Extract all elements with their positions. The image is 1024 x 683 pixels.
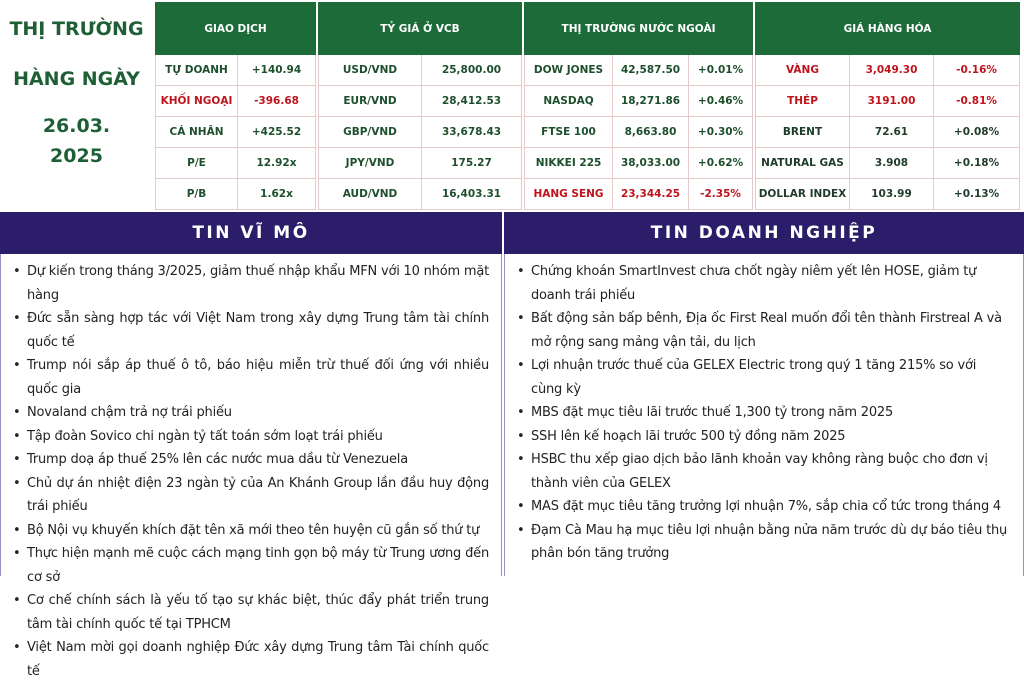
foreign-market-row-value: 18,271.86 [613,86,689,117]
trading-table [155,2,316,210]
exchange-rate-row [319,86,522,117]
trading-row [156,86,316,117]
foreign-market-row [525,179,753,210]
trading-row-value: +140.94 [238,55,316,86]
report-date-line-1: 26.03. [42,115,111,137]
news-item: • Chứng khoán SmartInvest chưa chốt ngày niêm yết lên HOSE, giảm tự doanh trái phiếu [515,260,1011,307]
trading-row-value: +425.52 [238,117,316,148]
commodity-row [756,148,1020,179]
commodity-prices-table [755,2,1020,210]
commodity-row-change: +0.08% [934,117,1020,148]
commodity-row-value: 72.61 [850,117,934,148]
news-item: • SSH lên kế hoạch lãi trước 500 tỷ đồng năm 2025 [515,425,1011,449]
news-item: • Bộ Nội vụ khuyến khích đặt tên xã mới theo tên huyện cũ gắn số thứ tự [11,519,489,543]
news-item: • Novaland chậm trả nợ trái phiếu [11,401,489,425]
commodity-row-name: THÉP [756,86,850,117]
news-item: • Lợi nhuận trước thuế của GELEX Electric trong quý 1 tăng 215% so với cùng kỳ [515,354,1011,401]
foreign-market-row-change: +0.01% [689,55,753,86]
commodity-row-name: DOLLAR INDEX [756,179,850,210]
trading-row [156,179,316,210]
exchange-rate-row-value: 16,403.31 [422,179,522,210]
foreign-market-row-change: +0.30% [689,117,753,148]
news-item: • Dự kiến trong tháng 3/2025, giảm thuế nhập khẩu MFN với 10 nhóm mặt hàng [11,260,489,307]
trading-row-label: TỰ DOANH [156,55,238,86]
macro-news-panel [0,254,502,679]
news-item: • Cơ chế chính sách là yếu tố tạo sự khác biệt, thúc đẩy phát triển trung tâm tài chính quốc tế tại TPHCM [11,589,489,636]
foreign-markets-table [524,2,753,210]
exchange-rate-row-pair: GBP/VND [319,117,422,148]
macro-news-header: TIN VĨ MÔ [0,212,502,254]
commodity-row-value: 3,049.30 [850,55,934,86]
commodity-row [756,117,1020,148]
trading-row-value: 12.92x [238,148,316,179]
news-item: • MAS đặt mục tiêu tăng trưởng lợi nhuận 7%, sắp chia cổ tức trong tháng 4 [515,495,1011,519]
news-item: • Đạm Cà Mau hạ mục tiêu lợi nhuận bằng nửa năm trước dù dự báo tiêu thụ phân bón tăng trưởng [515,519,1011,566]
trading-table-header: GIAO DỊCH [156,3,316,55]
exchange-rate-table-header: TỶ GIÁ Ở VCB [319,3,522,55]
commodity-row [756,179,1020,210]
news-item: • HSBC thu xếp giao dịch bảo lãnh khoản vay không ràng buộc cho đơn vị thành viên của GELEX [515,448,1011,495]
commodity-row-name: VÀNG [756,55,850,86]
foreign-market-row [525,86,753,117]
exchange-rate-row-value: 33,678.43 [422,117,522,148]
news-item: • MBS đặt mục tiêu lãi trước thuế 1,300 tỷ trong năm 2025 [515,401,1011,425]
trading-row-label: KHỐI NGOẠI [156,86,238,117]
foreign-market-row-change: +0.46% [689,86,753,117]
trading-row [156,117,316,148]
commodity-row-name: BRENT [756,117,850,148]
trading-row-label: CÁ NHÂN [156,117,238,148]
foreign-market-row [525,117,753,148]
foreign-market-row-index: NASDAQ [525,86,613,117]
foreign-market-row-index: DOW JONES [525,55,613,86]
commodity-row-change: -0.81% [934,86,1020,117]
commodity-row-change: +0.18% [934,148,1020,179]
exchange-rate-row [319,55,522,86]
foreign-market-row-value: 23,344.25 [613,179,689,210]
news-item: • Đức sẵn sàng hợp tác với Việt Nam trong xây dựng Trung tâm tài chính quốc tế [11,307,489,354]
trading-row-value: -396.68 [238,86,316,117]
trading-row [156,148,316,179]
title-line-2: HÀNG NGÀY [13,68,140,90]
exchange-rate-row-pair: EUR/VND [319,86,422,117]
exchange-rate-row-pair: USD/VND [319,55,422,86]
foreign-market-row-value: 8,663.80 [613,117,689,148]
exchange-rate-table [318,2,522,210]
macro-news-list [1,254,501,683]
trading-row-label: P/E [156,148,238,179]
corporate-news-panel [504,254,1024,576]
corporate-news-list [505,254,1023,566]
foreign-market-row-index: HANG SENG [525,179,613,210]
foreign-market-row-value: 38,033.00 [613,148,689,179]
commodity-row [756,55,1020,86]
commodity-row [756,86,1020,117]
exchange-rate-row-value: 25,800.00 [422,55,522,86]
foreign-market-row-change: -2.35% [689,179,753,210]
commodity-row-change: -0.16% [934,55,1020,86]
commodity-prices-table-header: GIÁ HÀNG HÓA [756,3,1020,55]
news-item: • Bất động sản bấp bênh, Địa ốc First Real muốn đổi tên thành Firstreal A và mở rộng sang mảng vận tải, du lịch [515,307,1011,354]
foreign-market-row [525,55,753,86]
exchange-rate-row [319,179,522,210]
foreign-markets-table-header: THỊ TRƯỜNG NƯỚC NGOÀI [525,3,753,55]
foreign-market-row-index: NIKKEI 225 [525,148,613,179]
trading-row-label: P/B [156,179,238,210]
commodity-row-value: 3.908 [850,148,934,179]
exchange-rate-row-value: 175.27 [422,148,522,179]
exchange-rate-row [319,117,522,148]
trading-row-value: 1.62x [238,179,316,210]
foreign-market-row-change: +0.62% [689,148,753,179]
commodity-row-change: +0.13% [934,179,1020,210]
exchange-rate-row-value: 28,412.53 [422,86,522,117]
news-item: • Chủ dự án nhiệt điện 23 ngàn tỷ của An Khánh Group lần đầu huy động trái phiếu [11,472,489,519]
commodity-row-value: 103.99 [850,179,934,210]
title-line-1: THỊ TRƯỜNG [9,18,144,40]
commodity-row-value: 3191.00 [850,86,934,117]
commodity-row-name: NATURAL GAS [756,148,850,179]
news-item: • Trump nói sắp áp thuế ô tô, báo hiệu miễn trừ thuế đối ứng với nhiều quốc gia [11,354,489,401]
news-item: • Tập đoàn Sovico chi ngàn tỷ tất toán sớm loạt trái phiếu [11,425,489,449]
news-item: • Việt Nam mời gọi doanh nghiệp Đức xây dựng Trung tâm Tài chính quốc tế [11,636,489,683]
news-item: • Thực hiện mạnh mẽ cuộc cách mạng tinh gọn bộ máy từ Trung ương đến cơ sở [11,542,489,589]
foreign-market-row-value: 42,587.50 [613,55,689,86]
foreign-market-row [525,148,753,179]
exchange-rate-row-pair: AUD/VND [319,179,422,210]
report-title-block [0,0,153,210]
exchange-rate-row-pair: JPY/VND [319,148,422,179]
trading-row [156,55,316,86]
news-item: • Trump doạ áp thuế 25% lên các nước mua dầu từ Venezuela [11,448,489,472]
exchange-rate-row [319,148,522,179]
foreign-market-row-index: FTSE 100 [525,117,613,148]
report-date-line-2: 2025 [50,145,103,167]
corporate-news-header: TIN DOANH NGHIỆP [504,212,1024,254]
